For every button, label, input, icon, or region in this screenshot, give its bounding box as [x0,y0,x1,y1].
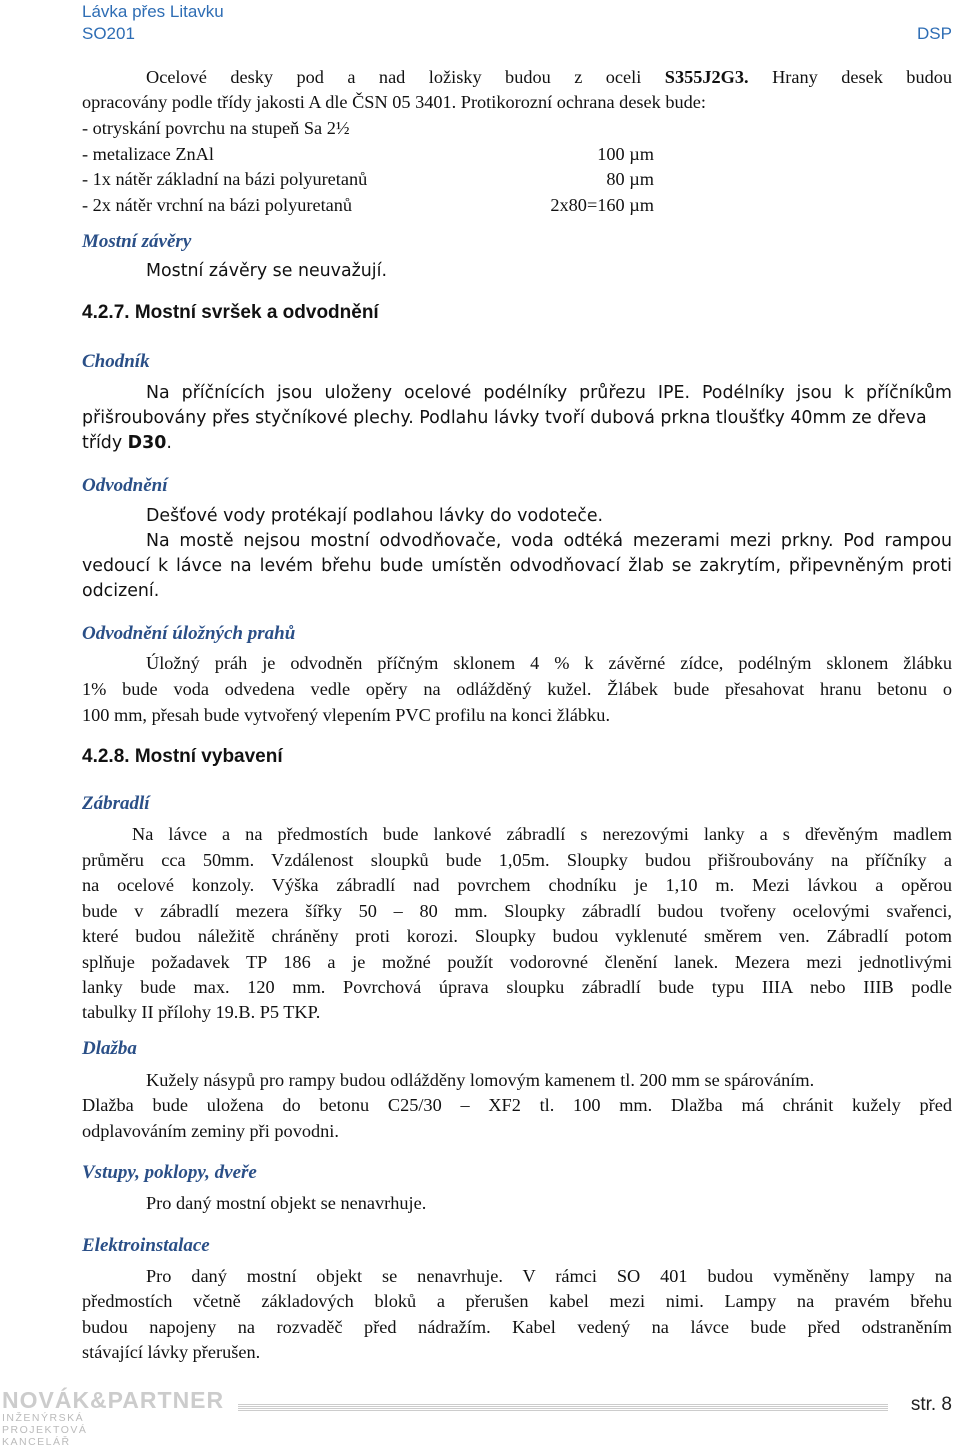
odvodneni-line-4: odcizení. [82,581,160,601]
dlazba-line-3: odplavováním zeminy při povodni. [82,1121,339,1141]
footer-rule [238,1404,888,1411]
doc-code: SO201 [82,24,135,43]
subheading-zabradli: Zábradlí [82,793,150,814]
zabradli-line-7: lanky bude max. 120 mm. Povrchová úprava sloupku zábradlí bude typu IIIA nebo IIIB podle [82,977,952,997]
coating-item-4: - 2x nátěr vrchní na bázi polyuretanů [82,195,353,215]
zabradli-line-1: Na lávce a na předmostích bude lankové zábradlí s nerezovými lanky a s dřevěným madlem [132,824,952,844]
zabradli-line-8: tabulky II přílohy 19.B. P5 TKP. [82,1002,321,1022]
chodnik-line-2: přišroubovány přes styčníkové plechy. Podlahu lávky tvoří dubová prkna tloušťky 40mm ze dřeva [82,408,927,428]
elektro-line-2: předmostích včetně základových bloků a přerušen kabel mezi nimi. Lampy na pravém břehu [82,1291,952,1311]
odvodneni-line-3: vedoucí k lávce na levém břehu bude umístěn odvodňovací žlab se zakrytím, připevněným proti [82,556,952,576]
elektro-line-3: budou napojeny na rozvaděč před nádražím. Kabel vedený na lávce bude před odstraněním [82,1317,952,1337]
prahu-line-3: 100 mm, přesah bude vytvořený vlepením PVC profilu na konci žlábku. [82,705,611,725]
zabradli-line-4: bude v zábradlí mezera šířky 50 – 80 mm. Sloupky zábradlí budou tvořeny ocelovými svařenci, [82,901,952,921]
dlazba-line-2: Dlažba bude uložena do betonu C25/30 – XF2 tl. 100 mm. Dlažba má chránit kužely před [82,1095,952,1115]
coating-item-1: - otryskání povrchu na stupeň Sa 2½ [82,118,350,138]
doc-stage: DSP [917,24,952,43]
prahu-line-1: Úložný práh je odvodněn příčným sklonem 4 % k závěrné zídce, podélným sklonem žlábku [146,653,952,673]
page-number: str. 8 [910,1394,952,1415]
section-heading-428: 4.2.8. Mostní vybavení [82,746,283,767]
odvodneni-line-1: Dešťové vody protékají podlahou lávky do vodoteče. [146,506,604,526]
logo-wordmark: NOVÁK&PARTNER [2,1387,225,1413]
subheading-elektroinstalace: Elektroinstalace [82,1235,210,1256]
company-logo [2,1388,224,1448]
subheading-odvodneni: Odvodnění [82,475,168,496]
logo-subtitle-2: PROJEKTOVÁ [2,1424,88,1436]
zabradli-line-3: na ocelové konzoly. Výška zábradlí nad povrchem chodníku je 1,10 m. Mezi lávkou a opěrou [82,875,952,895]
coating-amount-2: 100 µm [597,144,654,164]
subheading-zavery: Mostní závěry [82,231,192,252]
odvodneni-line-2: Na mostě nejsou mostní odvodňovače, voda odtéká mezerami mezi prkny. Pod rampou [146,531,952,551]
subheading-vstupy: Vstupy, poklopy, dveře [82,1162,257,1183]
doc-title: Lávka přes Litavku [82,2,224,21]
coating-amount-4: 2x80=160 µm [550,195,654,215]
subheading-dlazba: Dlažba [82,1038,137,1059]
zavery-text: Mostní závěry se neuvažují. [146,261,387,281]
logo-subtitle-1: INŽENÝRSKÁ [2,1412,85,1424]
zabradli-line-5: které budou náležitě chráněny proti korozi. Sloupky budou vyklenuté směrem ven. Zábradlí potom [82,926,952,946]
subheading-odvodneni-prahu: Odvodnění úložných prahů [82,623,296,644]
elektro-line-4: stávající lávky přerušen. [82,1342,261,1362]
coating-item-3: - 1x nátěr základní na bázi polyuretanů [82,169,368,189]
chodnik-line-1: Na příčnících jsou uloženy ocelové podélníky průřezu IPE. Podélníky jsou k příčníkům [146,383,952,403]
zabradli-line-2: průměru cca 50mm. Vzdálenost sloupků bude 1,05m. Sloupky budou přišroubovány na příčníky a [82,850,952,870]
vstupy-text: Pro daný mostní objekt se nenavrhuje. [146,1193,427,1213]
logo-subtitle-3: KANCELÁŘ [2,1436,71,1448]
chodnik-line-3: třídy D30. [82,433,172,453]
prahu-line-2: 1% bude voda odvedena vedle opěry na odlážděný kužel. Žlábek bude přesahovat hranu betonu o [82,679,952,699]
intro-line-2: opracovány podle třídy jakosti A dle ČSN 05 3401. Protikorozní ochrana desek bude: [82,92,706,112]
zabradli-line-6: splňuje požadavek TP 186 a je možné použít vodorovné členění lanek. Mezera mezi jednotlivými [82,952,952,972]
section-heading-427: 4.2.7. Mostní svršek a odvodnění [82,302,379,323]
elektro-line-1: Pro daný mostní objekt se nenavrhuje. V rámci SO 401 budou vyměněny lampy na [146,1266,952,1286]
subheading-chodnik: Chodník [82,351,150,372]
intro-line-1: Ocelové desky pod a nad ložisky budou z oceli S355J2G3. Hrany desek budou [146,67,953,87]
dlazba-line-1: Kužely násypů pro rampy budou odlážděny lomovým kamenem tl. 200 mm se spárováním. [146,1070,815,1090]
coating-item-2: - metalizace ZnAl [82,144,214,164]
coating-amount-3: 80 µm [606,169,654,189]
